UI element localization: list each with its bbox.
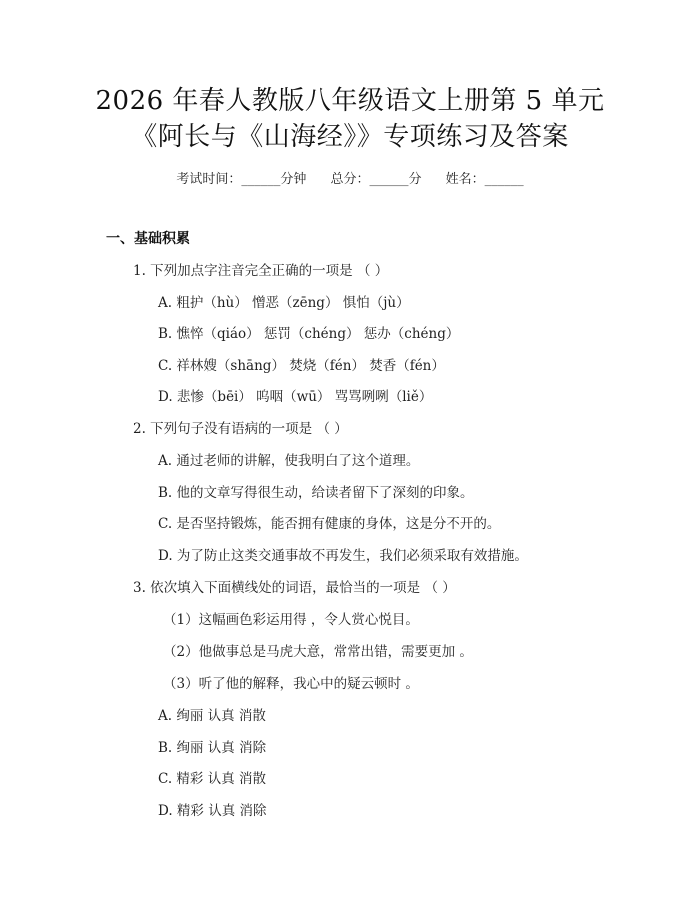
question-3-option-c: C. 精彩 认真 消散 — [158, 771, 267, 787]
question-3-sentence-1: （1）这幅画色彩运用得 ，令人赏心悦目。 — [163, 612, 419, 628]
question-1-stem: 1. 下列加点字注音完全正确的一项是 （ ） — [133, 263, 389, 279]
question-3-option-a: A. 绚丽 认真 消散 — [158, 708, 266, 724]
exam-time-field: 考试时间：______分钟 — [176, 172, 307, 187]
document-title-line-1: 2026 年春人教版八年级语文上册第 5 单元 — [95, 86, 605, 116]
question-3-sentence-2: （2）他做事总是马虎大意，常常出错，需要更加 。 — [163, 644, 473, 660]
question-1-option-c: C. 祥林嫂（shāng） 焚烧（fén） 焚香（fén） — [158, 358, 445, 374]
total-score-field: 总分：______分 — [330, 172, 422, 187]
question-2-option-c: C. 是否坚持锻炼，能否拥有健康的身体，这是分不开的。 — [158, 516, 501, 532]
question-1-option-d: D. 悲惨（bēi） 呜咽（wū） 骂骂咧咧（liě） — [158, 389, 433, 405]
question-3-stem: 3. 依次填入下面横线处的词语，最恰当的一项是 （ ） — [133, 580, 456, 596]
question-2-option-b: B. 他的文章写得很生动，给读者留下了深刻的印象。 — [158, 485, 474, 501]
question-3-option-b: B. 绚丽 认真 消除 — [158, 740, 267, 756]
question-3-option-d: D. 精彩 认真 消除 — [158, 803, 267, 819]
question-2-option-d: D. 为了防止这类交通事故不再发生，我们必须采取有效措施。 — [158, 548, 528, 564]
document-title-line-2: 《阿长与《山海经》》专项练习及答案 — [131, 122, 569, 152]
question-3-sentence-3: （3）听了他的解释，我心中的疑云顿时 。 — [163, 676, 419, 692]
question-2-option-a: A. 通过老师的讲解，使我明白了这个道理。 — [158, 453, 420, 469]
question-1-option-a: A. 粗护（hù） 憎恶（zēng） 惧怕（jù） — [158, 295, 410, 311]
student-name-field: 姓名：______ — [445, 172, 524, 187]
section-heading: 一、基础积累 — [106, 231, 190, 247]
exam-meta — [0, 168, 700, 187]
question-1-option-b: B. 憔悴（qiáo） 惩罚（chéng） 惩办（chéng） — [158, 326, 460, 342]
question-2-stem: 2. 下列句子没有语病的一项是 （ ） — [133, 421, 348, 437]
